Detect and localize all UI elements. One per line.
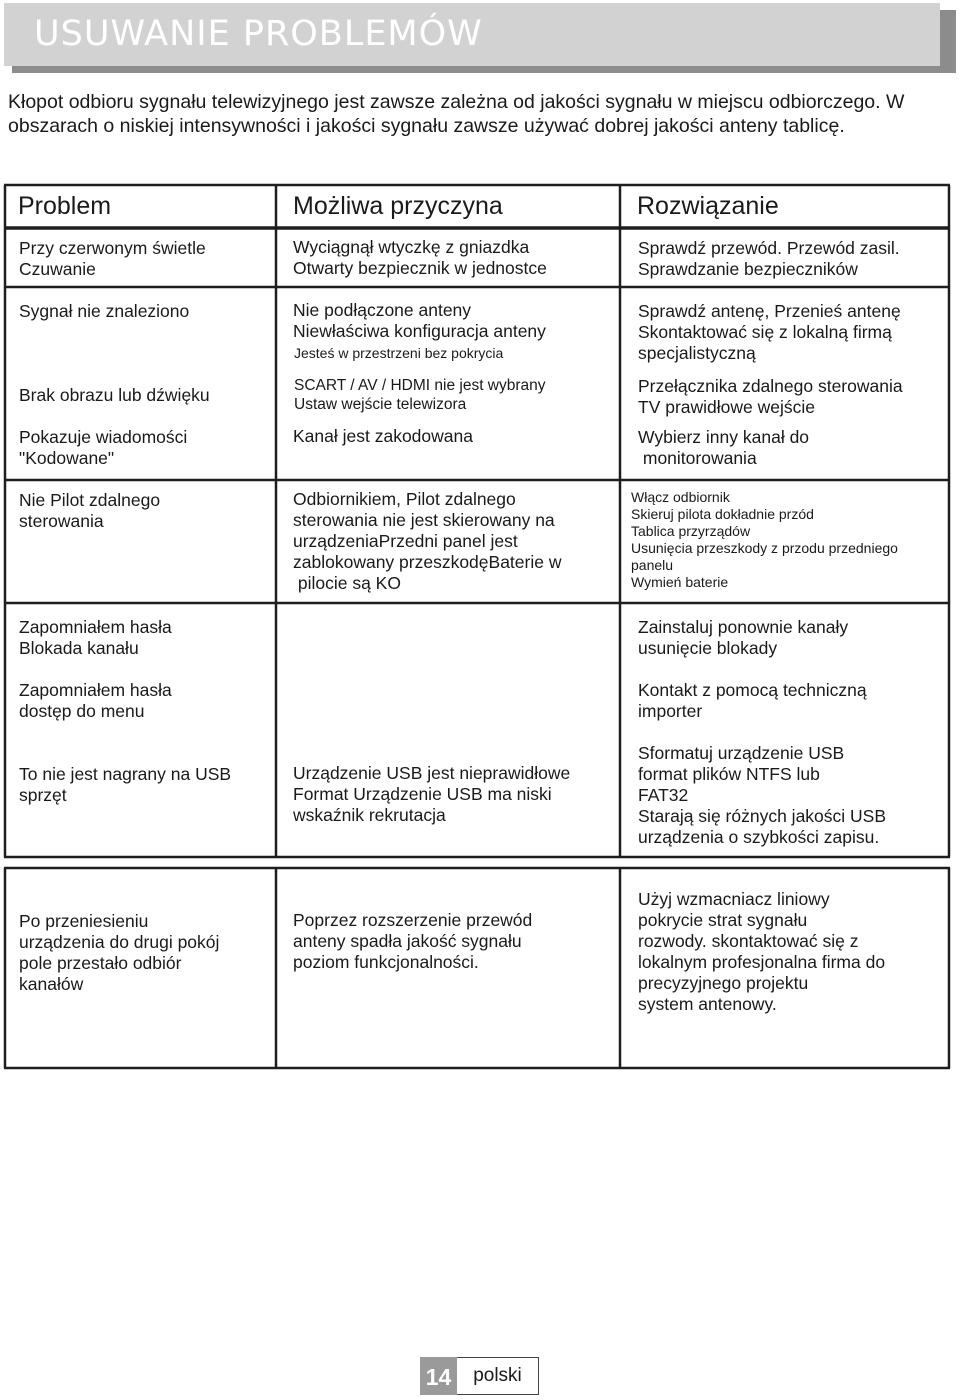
column-header-cause: Możliwa przyczyna xyxy=(293,192,503,220)
page-header xyxy=(4,3,940,66)
solution-cell: Sprawdź przewód. Przewód zasil. Sprawdzanie bezpieczników xyxy=(638,238,900,279)
cause-cell: Poprzez rozszerzenie przewód anteny spadła jakość sygnału poziom funkcjonalności. xyxy=(293,910,533,972)
problem-cell: Sygnał nie znaleziono xyxy=(19,301,190,321)
problem-cell: Nie Pilot zdalnego sterowania xyxy=(19,490,161,531)
problem-cell: Zapomniałem hasła dostęp do menu xyxy=(19,680,172,721)
page-number: 14 xyxy=(420,1357,457,1395)
problem-cell: Zapomniałem hasła Blokada kanału xyxy=(19,617,172,658)
solution-cell: Kontakt z pomocą techniczną importer xyxy=(638,680,867,721)
page-footer xyxy=(420,1357,539,1395)
solution-cell: Wybierz inny kanał do monitorowania xyxy=(638,427,810,468)
cause-cell: Kanał jest zakodowana xyxy=(293,426,473,446)
solution-cell: Sprawdź antenę, Przenieś antenę Skontaktować się z lokalną firmą specjalistyczną xyxy=(638,301,901,363)
problem-cell: To nie jest nagrany na USB sprzęt xyxy=(19,764,232,805)
solution-cell: Zainstaluj ponownie kanały usunięcie blokady xyxy=(638,617,849,658)
column-header-problem: Problem xyxy=(18,192,112,220)
cause-cell: SCART / AV / HDMI nie jest wybrany Ustaw wejście telewizora xyxy=(294,377,546,413)
solution-cell: Użyj wzmacniacz liniowy pokrycie strat sygnału rozwody. skontaktować się z lokalnym profesjonalna firma do precyzyjnego projektu system antenowy. xyxy=(638,889,886,1014)
problem-cell: Przy czerwonym świetle Czuwanie xyxy=(19,238,206,279)
problem-cell: Po przeniesieniu urządzenia do drugi pokój pole przestało odbiór kanałów xyxy=(19,911,220,994)
column-header-solution: Rozwiązanie xyxy=(637,192,779,220)
language-label: polski xyxy=(457,1357,539,1395)
cause-cell: Wyciągnął wtyczkę z gniazdka Otwarty bezpiecznik w jednostce xyxy=(293,237,547,278)
problem-cell: Pokazuje wiadomości "Kodowane" xyxy=(19,427,188,468)
solution-cell: Sformatuj urządzenie USB format plików NTFS lub FAT32 Starają się różnych jakości USB urządzenia o szybkości zapisu. xyxy=(638,743,887,847)
cause-note: Jesteś w przestrzeni bez pokrycia xyxy=(294,345,504,361)
problem-cell: Brak obrazu lub dźwięku xyxy=(19,385,210,405)
cause-cell: Urządzenie USB jest nieprawidłowe Format Urządzenie USB ma niski wskaźnik rekrutacja xyxy=(293,763,571,825)
cause-cell: Nie podłączone anteny Niewłaściwa konfiguracja anteny xyxy=(293,300,546,341)
solution-cell: Przełącznika zdalnego sterowania TV prawidłowe wejście xyxy=(638,376,903,417)
page-title: USUWANIE PROBLEMÓW xyxy=(34,14,483,54)
solution-cell: Włącz odbiornik Skieruj pilota dokładnie przód Tablica przyrządów Usunięcia przeszkody z przodu przedniego panelu Wymień baterie xyxy=(631,489,898,590)
cause-cell: Odbiornikiem, Pilot zdalnego sterowania nie jest skierowany na urządzeniaPrzedni panel jest zablokowany przeszkodęBaterie w pilocie są KO xyxy=(293,489,562,593)
intro-paragraph: Kłopot odbioru sygnału telewizyjnego jest zawsze zależna od jakości sygnału w miejscu odbiorczego. W obszarach o niskiej intensywności i jakości sygnału zawsze używać dobrej jakości anteny tablicę. xyxy=(8,91,905,137)
